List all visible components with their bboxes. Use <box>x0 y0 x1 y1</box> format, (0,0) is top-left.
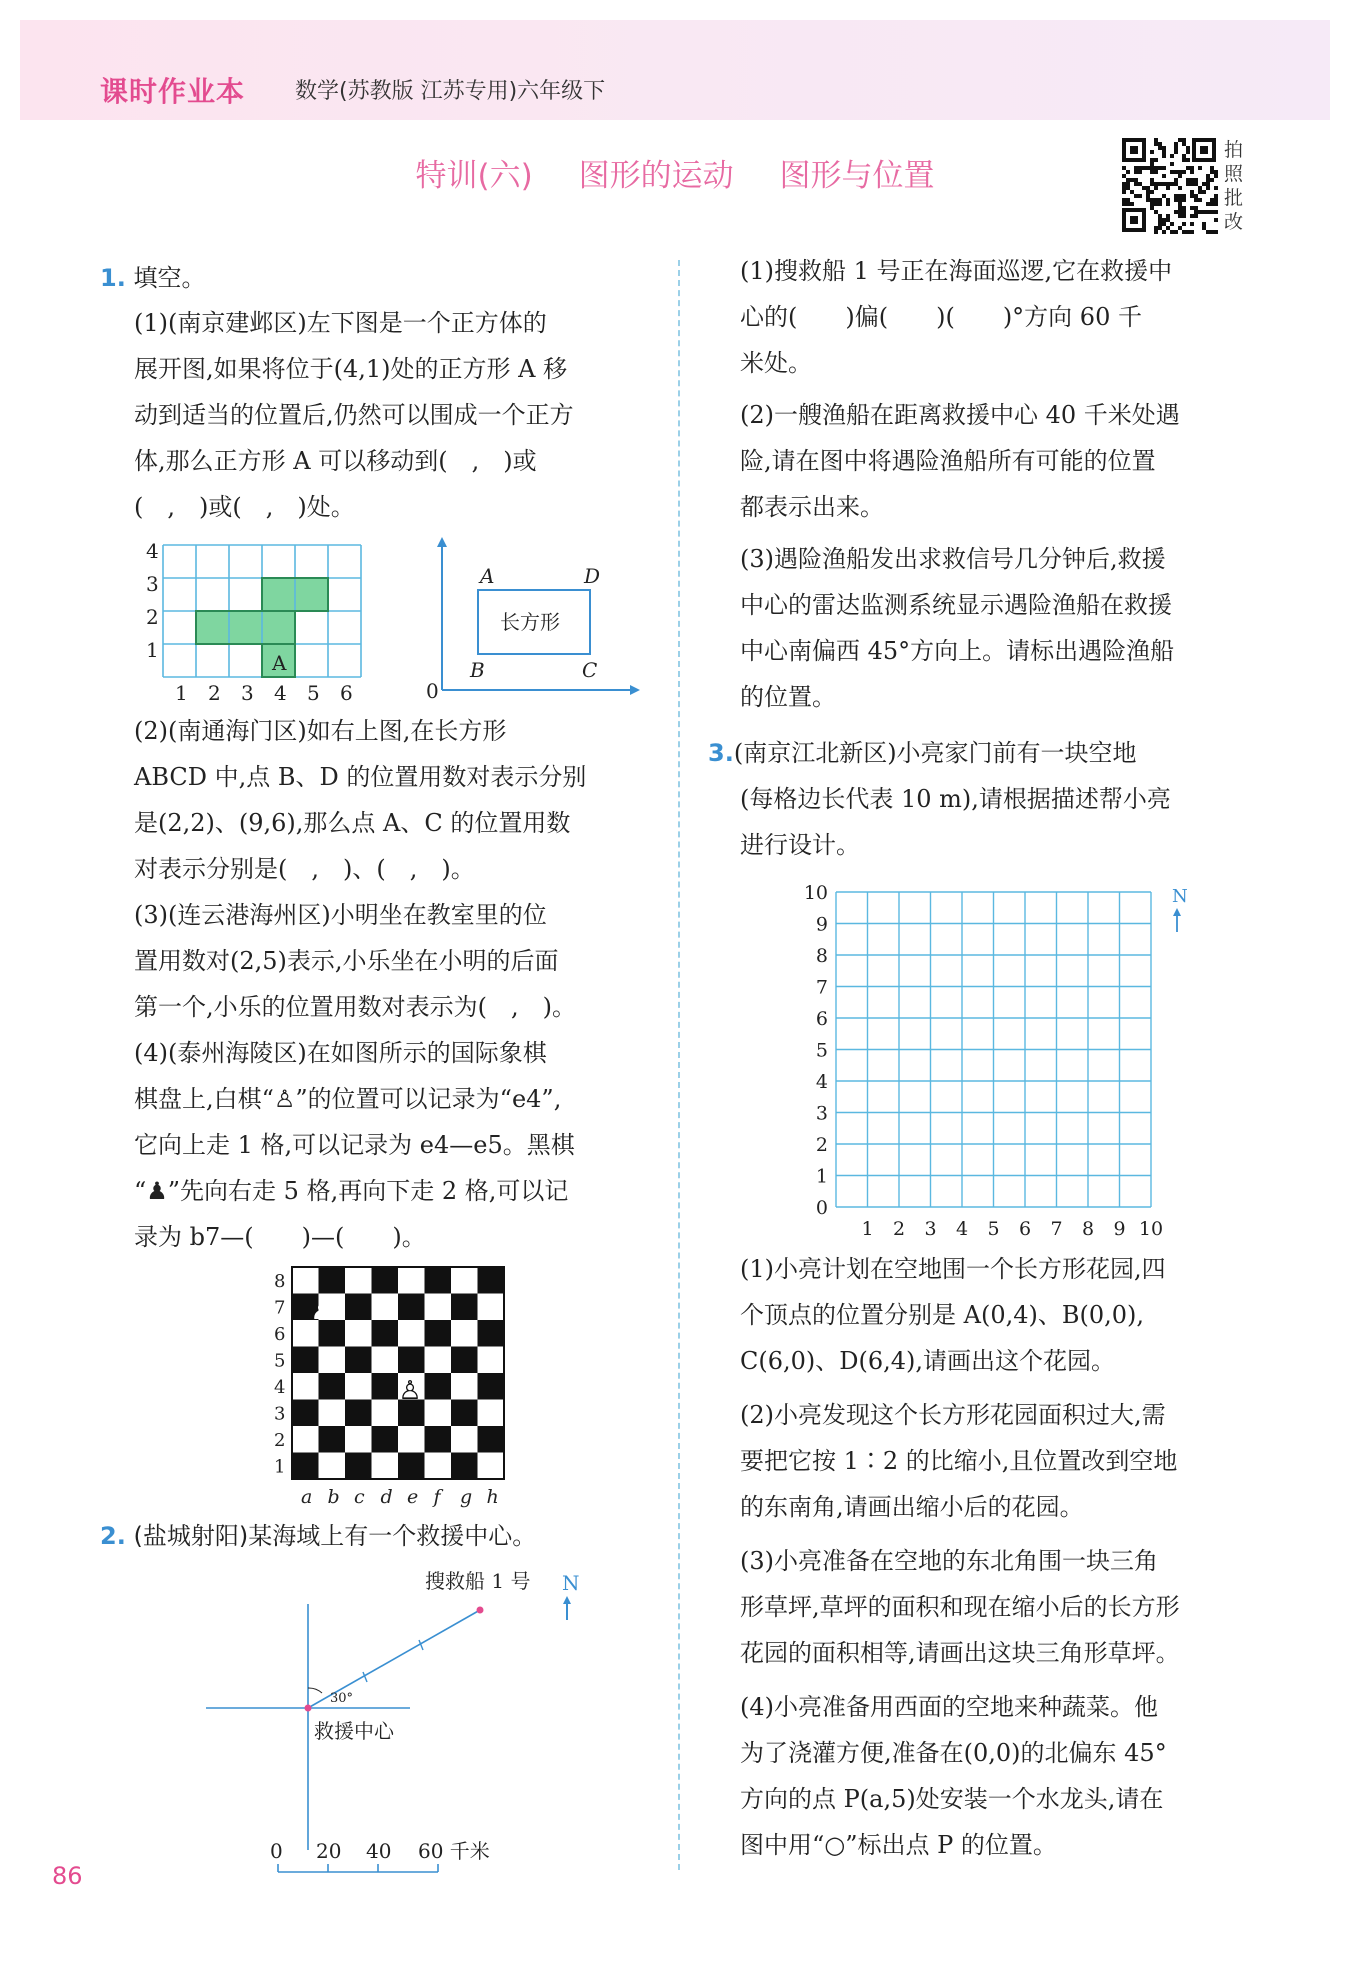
y-tick-label: 0 <box>815 1197 828 1219</box>
y-tick-label: 4 <box>815 1071 828 1093</box>
text-line: 第一个,小乐的位置用数对表示为( , )。 <box>134 993 576 1021</box>
text-line: 米处。 <box>740 349 812 377</box>
text-line: 的位置。 <box>740 683 836 711</box>
rectangle-text: 长方形 <box>500 610 560 634</box>
text-line: (3)小亮准备在空地的东北角围一块三角 <box>740 1547 1158 1575</box>
rank-label: 2 <box>274 1430 286 1451</box>
chess-square <box>372 1294 399 1321</box>
q2-number: 2. <box>100 1522 126 1550</box>
rank-label: 8 <box>274 1271 286 1292</box>
chess-square <box>345 1453 372 1480</box>
text-line: 动到适当的位置后,仍然可以围成一个正方 <box>134 401 574 429</box>
chess-square <box>345 1400 372 1427</box>
chess-square <box>292 1373 319 1400</box>
scale-label: 20 <box>316 1839 342 1863</box>
chess-square <box>372 1320 399 1347</box>
chess-square <box>451 1453 478 1480</box>
qr-label-char: 改 <box>1224 211 1244 233</box>
chess-square <box>478 1267 505 1294</box>
y-tick-label: 10 <box>803 882 828 904</box>
center-point <box>305 1705 312 1712</box>
text-line: (3)遇险渔船发出求救信号几分钟后,救援 <box>740 545 1166 573</box>
y-tick-label: 6 <box>815 1008 828 1030</box>
chess-square <box>319 1453 346 1480</box>
y-tick-label: 1 <box>146 638 159 662</box>
rank-label: 7 <box>274 1297 286 1319</box>
file-label: h <box>486 1486 499 1508</box>
chess-square <box>319 1400 346 1427</box>
file-label: c <box>354 1486 365 1508</box>
white-pawn-icon: ♙ <box>398 1376 422 1406</box>
text-line: 为了浇灌方便,准备在(0,0)的北偏东 45° <box>740 1739 1167 1767</box>
chess-square <box>425 1320 452 1347</box>
title-part-1: 特训(六) <box>415 158 533 194</box>
black-pawn-icon: ♟ <box>310 1296 334 1326</box>
q1-sub2 <box>134 708 654 892</box>
scale-label: 0 <box>270 1839 283 1863</box>
x-tick-label: 7 <box>1050 1218 1063 1240</box>
chess-square <box>478 1400 505 1427</box>
text-line: (每格边长代表 10 m),请根据描述帮小亮 <box>740 785 1171 813</box>
chess-square <box>319 1347 346 1374</box>
text-line: 它向上走 1 格,可以记录为 e4—e5。黑棋 <box>134 1131 575 1159</box>
scale-label: 40 <box>366 1839 392 1863</box>
chess-square <box>292 1426 319 1453</box>
rank-label: 6 <box>274 1324 286 1345</box>
y-tick-label: 2 <box>146 605 159 629</box>
text-line: 的东南角,请画出缩小后的花园。 <box>740 1493 1084 1521</box>
chess-square <box>345 1294 372 1321</box>
black-knight-icon: ♞ <box>292 1322 316 1352</box>
chess-square <box>345 1373 372 1400</box>
text-line: 形草坪,草坪的面积和现在缩小后的长方形 <box>740 1593 1180 1621</box>
q1-sub3 <box>134 892 654 1030</box>
x-tick-label: 8 <box>1081 1218 1095 1240</box>
page-number: 86 <box>52 1862 83 1890</box>
subject-label: 数学(苏教版 江苏专用)六年级下 <box>295 79 606 104</box>
x-tick-label: 1 <box>175 681 188 705</box>
text-line: (4)小亮准备用西面的空地来种蔬菜。他 <box>740 1693 1158 1721</box>
text-line: 都表示出来。 <box>740 493 884 521</box>
q3-sub1 <box>740 1246 1260 1384</box>
y-tick-label: 4 <box>146 539 159 563</box>
chess-square <box>451 1294 478 1321</box>
text-line: (1)(南京建邺区)左下图是一个正方体的 <box>134 309 547 337</box>
x-tick-label: 5 <box>307 681 320 705</box>
q1-number: 1. <box>100 264 126 292</box>
chess-square <box>372 1347 399 1374</box>
chess-square <box>292 1267 319 1294</box>
q1-sub4 <box>134 1030 654 1260</box>
text-line: C(6,0)、D(6,4),请画出这个花园。 <box>740 1347 1116 1375</box>
file-label: e <box>407 1486 419 1508</box>
q2-sub3 <box>740 536 1260 720</box>
x-tick-label: 3 <box>924 1218 937 1240</box>
ship-point <box>477 1607 484 1614</box>
q1-title: 填空。 <box>133 264 206 292</box>
chess-square <box>319 1267 346 1294</box>
chess-square <box>425 1347 452 1374</box>
chess-square <box>398 1347 425 1374</box>
chess-square <box>319 1426 346 1453</box>
y-tick-label: 9 <box>815 913 828 936</box>
q2-heading <box>100 1513 536 1559</box>
q3-grid <box>800 880 1200 1250</box>
y-tick-label: 1 <box>815 1165 828 1188</box>
x-tick-label: 10 <box>1138 1218 1164 1240</box>
chess-square <box>425 1267 452 1294</box>
text-line: ( , )或( , )处。 <box>134 493 355 521</box>
chess-square <box>345 1320 372 1347</box>
text-line: 棋盘上,白棋“♙”的位置可以记录为“e4”, <box>134 1085 562 1113</box>
point-c-label: C <box>582 658 598 682</box>
chess-square <box>451 1267 478 1294</box>
chess-square <box>398 1294 425 1321</box>
x-tick-label: 6 <box>1018 1218 1032 1240</box>
y-tick-label: 3 <box>815 1102 828 1125</box>
column-divider <box>678 260 680 1870</box>
text-line: 进行设计。 <box>740 831 860 859</box>
ship-label: 搜救船 1 号 <box>425 1569 531 1593</box>
chess-square <box>478 1347 505 1374</box>
chess-square <box>372 1400 399 1427</box>
x-tick-label: 4 <box>955 1218 969 1240</box>
q3-heading <box>708 730 1268 868</box>
y-tick-label: 3 <box>146 572 159 596</box>
text-line: 个顶点的位置分别是 A(0,4)、B(0,0), <box>740 1301 1145 1329</box>
text-line: (3)(连云港海州区)小明坐在教室里的位 <box>134 901 547 929</box>
chess-square <box>345 1347 372 1374</box>
x-tick-label: 2 <box>208 681 221 705</box>
origin-label: 0 <box>426 679 439 703</box>
chess-square <box>451 1347 478 1374</box>
cube-net-grid <box>138 530 378 705</box>
text-line: 对表示分别是( , )、( , )。 <box>134 855 475 883</box>
chess-square <box>425 1453 452 1480</box>
qr-label-char: 照 <box>1224 163 1244 185</box>
y-tick-label: 2 <box>815 1134 828 1156</box>
y-tick-label: 7 <box>815 976 828 999</box>
q3-number: 3. <box>708 739 734 767</box>
x-tick-label: 2 <box>892 1218 906 1240</box>
text-line: 体,那么正方形 A 可以移动到( , )或 <box>134 447 537 475</box>
cell-a-label: A <box>272 651 287 675</box>
chess-square <box>425 1373 452 1400</box>
rank-label: 4 <box>274 1377 286 1398</box>
rectangle-abcd-figure <box>420 535 650 705</box>
chess-square <box>372 1453 399 1480</box>
chess-square <box>398 1267 425 1294</box>
text-line: 险,请在图中将遇险渔船所有可能的位置 <box>740 447 1156 475</box>
north-label: N <box>562 1571 580 1595</box>
x-tick-label: 3 <box>241 681 254 705</box>
file-label: d <box>380 1486 393 1508</box>
scale-label: 60 千米 <box>418 1839 490 1863</box>
text-line: “♟”先向右走 5 格,再向下走 2 格,可以记 <box>134 1177 569 1205</box>
chess-square <box>451 1400 478 1427</box>
chess-square <box>478 1373 505 1400</box>
text-line: 中心的雷达监测系统显示遇险渔船在救援 <box>740 591 1172 619</box>
north-label: N <box>1172 886 1188 907</box>
q3-sub3 <box>740 1538 1260 1676</box>
angle-label: 30° <box>330 1691 354 1706</box>
file-label: a <box>301 1486 313 1508</box>
rescue-center-figure <box>190 1560 610 1890</box>
chess-square <box>292 1400 319 1427</box>
chess-square <box>292 1453 319 1480</box>
chess-square <box>345 1267 372 1294</box>
q1-heading <box>100 255 205 301</box>
chess-square <box>372 1267 399 1294</box>
file-label: g <box>460 1486 473 1508</box>
chess-square <box>451 1373 478 1400</box>
point-a-label: A <box>480 564 495 588</box>
chess-square <box>398 1320 425 1347</box>
point-d-label: D <box>584 564 601 588</box>
x-tick-label: 4 <box>274 681 287 705</box>
q3-sub2 <box>740 1392 1260 1530</box>
chess-square <box>319 1373 346 1400</box>
text-line: 置用数对(2,5)表示,小乐坐在小明的后面 <box>134 947 559 975</box>
x-tick-label: 6 <box>340 681 353 705</box>
text-line: (2)小亮发现这个长方形花园面积过大,需 <box>740 1401 1166 1429</box>
brand-title: 课时作业本 <box>100 75 246 108</box>
text-line: 图中用“○”标出点 P 的位置。 <box>740 1831 1057 1859</box>
chess-square <box>478 1320 505 1347</box>
text-line: (1)搜救船 1 号正在海面巡逻,它在救援中 <box>740 257 1173 285</box>
y-tick-label: 8 <box>815 945 828 967</box>
text-line: ABCD 中,点 B、D 的位置用数对表示分别 <box>134 763 587 791</box>
file-label: b <box>327 1486 340 1508</box>
rank-label: 5 <box>274 1350 286 1372</box>
q1-sub1 <box>134 300 654 530</box>
point-b-label: B <box>470 658 485 682</box>
qr-label <box>1224 138 1252 234</box>
q2-sub1 <box>740 248 1260 386</box>
x-tick-label: 1 <box>861 1218 874 1240</box>
chess-square <box>372 1373 399 1400</box>
title-part-3: 图形与位置 <box>779 158 935 194</box>
y-tick-label: 5 <box>815 1039 828 1062</box>
text-line: (2)(南通海门区)如右上图,在长方形 <box>134 717 507 745</box>
text-line: 展开图,如果将位于(4,1)处的正方形 A 移 <box>134 355 568 383</box>
chess-square <box>425 1294 452 1321</box>
text-line: (4)(泰州海陵区)在如图所示的国际象棋 <box>134 1039 547 1067</box>
chess-square <box>425 1426 452 1453</box>
chess-square <box>451 1320 478 1347</box>
text-line: (2)一艘渔船在距离救援中心 40 千米处遇 <box>740 401 1180 429</box>
text-line: 是(2,2)、(9,6),那么点 A、C 的位置用数 <box>134 809 571 837</box>
chessboard <box>268 1265 518 1510</box>
qr-label-char: 拍 <box>1224 139 1244 161</box>
rank-label: 1 <box>274 1456 286 1478</box>
chess-square <box>425 1400 452 1427</box>
chess-square <box>478 1426 505 1453</box>
q3-sub4 <box>740 1684 1260 1868</box>
text-line: (南京江北新区)小亮家门前有一块空地 <box>733 739 1137 767</box>
white-pawn-icon: ♙ <box>398 1429 422 1459</box>
title-part-2: 图形的运动 <box>578 158 734 194</box>
chess-square <box>478 1294 505 1321</box>
text-line: 方向的点 P(a,5)处安装一个水龙头,请在 <box>740 1785 1164 1813</box>
x-tick-label: 9 <box>1113 1218 1126 1240</box>
chess-square <box>478 1453 505 1480</box>
text-line: 花园的面积相等,请画出这块三角形草坪。 <box>740 1639 1180 1667</box>
rank-label: 3 <box>274 1403 286 1425</box>
chess-square <box>345 1426 372 1453</box>
x-tick-label: 5 <box>987 1218 1000 1240</box>
q2-title: (盐城射阳)某海域上有一个救援中心。 <box>133 1522 537 1550</box>
qr-label-char: 批 <box>1224 187 1244 209</box>
text-line: 心的( )偏( )( )°方向 60 千 <box>740 303 1142 331</box>
file-label: f <box>433 1486 441 1508</box>
text-line: (1)小亮计划在空地围一个长方形花园,四 <box>740 1255 1166 1283</box>
chess-square <box>372 1426 399 1453</box>
chess-square <box>451 1426 478 1453</box>
qr-code-icon[interactable] <box>1120 136 1218 234</box>
q2-sub2 <box>740 392 1260 530</box>
text-line: 要把它按 1∶2 的比缩小,且位置改到空地 <box>740 1447 1178 1475</box>
center-label: 救援中心 <box>314 1719 394 1743</box>
text-line: 录为 b7—( )—( )。 <box>134 1223 426 1251</box>
text-line: 中心南偏西 45°方向上。请标出遇险渔船 <box>740 637 1175 665</box>
